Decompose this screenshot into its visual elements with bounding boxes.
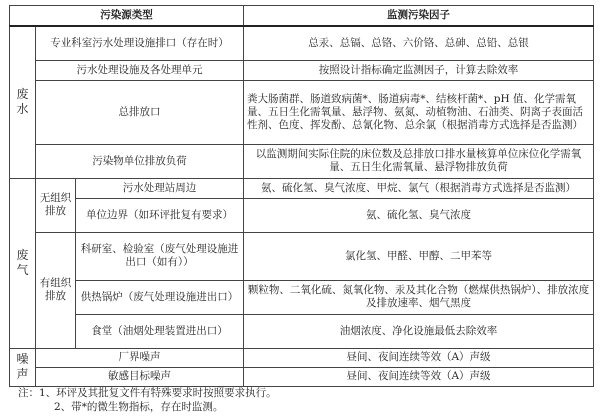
group-organized: 有组织排放: [36, 232, 76, 348]
factors-cell: 昼间、夜间连续等效（A）声级: [244, 367, 594, 386]
section-noise: 噪声: [10, 348, 36, 386]
factors-cell: 氯化氢、甲醛、甲醇、二甲苯等: [244, 232, 594, 280]
note-line-1: 注：1、环评及其批复文件有特殊要求时按照要求执行。: [18, 387, 277, 399]
factors-cell: 氨、硫化氢、臭气浓度: [244, 198, 594, 232]
factors-cell: 昼间、夜间连续等效（A）声级: [244, 348, 594, 367]
source-cell: 食堂（油烟处理装置进出口）: [76, 314, 244, 348]
factors-cell: 颗粒物、二氧化硫、氮氧化物、汞及其化合物（燃煤供热锅炉）、排放浓度及排放速率、烟气黑度: [244, 280, 594, 314]
factors-cell: 粪大肠菌群、肠道致病菌*、肠道病毒*、结核杆菌*、pH 值、化学需氧量、五日生化需氧量、悬浮物、氨氮、动植物油、石油类、阴离子表面活性剂、色度、挥发酚、总氰化物、总余氯（根据消毒方式选择是否监测）: [244, 80, 594, 144]
header-source-type: 污染源类型: [10, 6, 244, 27]
source-cell: 总排放口: [36, 80, 244, 144]
source-cell: 供热锅炉（废气处理设施进出口）: [76, 280, 244, 314]
section-exhaust: 废气: [10, 178, 36, 348]
factors-cell: 总汞、总镉、总铬、六价铬、总砷、总铅、总银: [244, 26, 594, 60]
source-cell: 敏感目标噪声: [36, 367, 244, 386]
header-factors: 监测污染因子: [244, 6, 594, 27]
factors-cell: 按照设计指标确定监测因子，计算去除效率: [244, 60, 594, 80]
source-cell: 污水处理设施及各处理单元: [36, 60, 244, 80]
source-cell: 厂界噪声: [36, 348, 244, 367]
factors-cell: 氨、硫化氢、臭气浓度、甲烷、氯气（根据消毒方式选择是否监测）: [244, 178, 594, 198]
section-wastewater: 废水: [10, 26, 36, 178]
factors-cell: 以监测期间实际住院的床位数及总排放口排水量核算单位床位化学需氧量、五日生化需氧量、悬浮物排放负荷: [244, 144, 594, 178]
source-cell: 单位边界（如环评批复有要求）: [76, 198, 244, 232]
source-cell: 科研室、检验室（废气处理设施进出口（如有））: [76, 232, 244, 280]
source-cell: 专业科室污水处理设施排口（存在时）: [36, 26, 244, 60]
source-cell: 污水处理站周边: [76, 178, 244, 198]
note-line-2: 2、带*的微生物指标，存在时监测。: [54, 401, 224, 413]
source-cell: 污染物单位排放负荷: [36, 144, 244, 178]
group-unorganized: 无组织排放: [36, 178, 76, 232]
factors-cell: 油烟浓度、净化设施最低去除效率: [244, 314, 594, 348]
monitoring-factors-table: [9, 5, 594, 387]
